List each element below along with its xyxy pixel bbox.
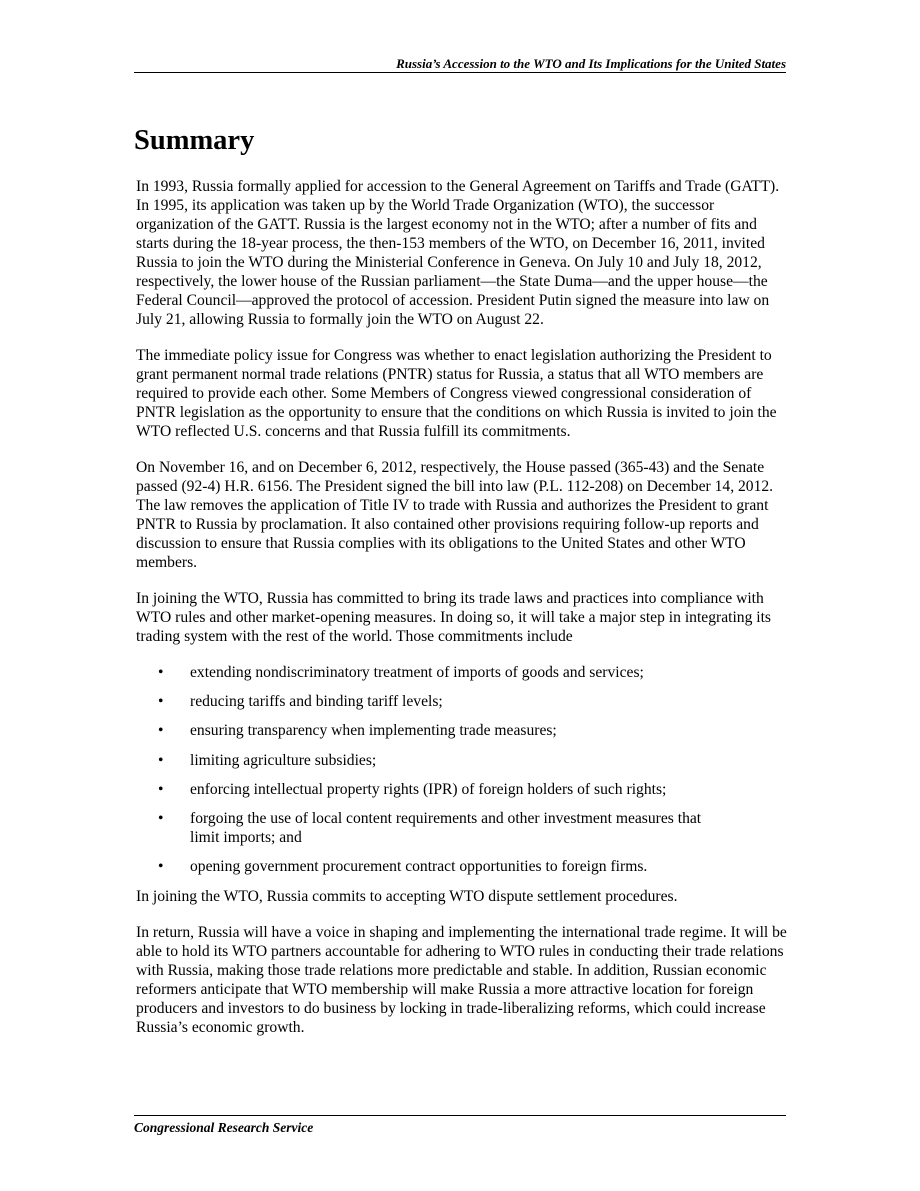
header-divider [134, 72, 786, 73]
list-item-text: reducing tariffs and binding tariff levels; [190, 693, 443, 711]
bullet-icon: • [158, 858, 164, 876]
section-title: Summary [134, 125, 255, 156]
list-item [136, 663, 788, 682]
bullet-icon: • [158, 693, 164, 711]
paragraph-benefits: In return, Russia will have a voice in shaping and implementing the international trade regime. It will be able to hold its WTO partners accountable for adhering to WTO rules in conducting their trade relations with Russia, making those trade relations more predictable and stable. In addition, Russian economic reformers anticipate that WTO membership will make Russia a more attractive location for foreign producers and investors to do business by locking in trade-liberalizing reforms, which could increase Russia’s economic growth. [136, 924, 787, 1037]
list-item-text: forgoing the use of local content requirements and other investment measures that limit imports; and [190, 809, 702, 846]
paragraph-dispute-settlement: In joining the WTO, Russia commits to accepting WTO dispute settlement procedures. [136, 888, 678, 906]
list-item [136, 809, 788, 847]
bullet-icon: • [158, 809, 164, 827]
list-item-text: opening government procurement contract opportunities to foreign firms. [190, 858, 648, 876]
paragraph-legislation: On November 16, and on December 6, 2012, respectively, the House passed (365-43) and the Senate passed (92-4) H.R. 6156. The President signed the bill into law (P.L. 112-208) on December 14, 2012. The law removes the application of Title IV to trade with Russia and authorizes the President to grant PNTR to Russia by proclamation. It also contained other provisions requiring follow-up reports and discussion to ensure that Russia complies with its obligations to the United States and other WTO members. [136, 459, 774, 571]
bullet-icon: • [158, 722, 164, 740]
running-footer: Congressional Research Service [134, 1120, 314, 1135]
list-item [136, 721, 788, 740]
list-item-text: enforcing intellectual property rights (IPR) of foreign holders of such rights; [190, 780, 667, 798]
paragraph-policy-issue: The immediate policy issue for Congress was whether to enact legislation authorizing the President to grant permanent normal trade relations (PNTR) status for Russia, a status that all WTO members are required to provide each other. Some Members of Congress viewed congressional consideration of PNTR legislation as the opportunity to ensure that the conditions on which Russia is invited to join the WTO reflected U.S. concerns and that Russia fulfill its commitments. [136, 347, 777, 440]
body-text [136, 177, 788, 1054]
list-item-text: extending nondiscriminatory treatment of imports of goods and services; [190, 664, 644, 681]
footer-divider [134, 1115, 786, 1116]
list-item [136, 780, 788, 799]
running-header: Russia’s Accession to the WTO and Its Implications for the United States [396, 56, 786, 71]
list-item [136, 751, 788, 770]
list-item-text: ensuring transparency when implementing trade measures; [190, 722, 557, 740]
paragraph-application-history: In 1993, Russia formally applied for accession to the General Agreement on Tariffs and Trade (GATT). In 1995, its application was taken up by the World Trade Organization (WTO), the successor organization of the GATT. Russia is the largest economy not in the WTO; after a number of fits and starts during the 18-year process, the then-153 members of the WTO, on December 16, 2011, invited Russia to join the WTO during the Ministerial Conference in Geneva. On July 10 and July 18, 2012, respectively, the lower house of the Russian parliament—the State Duma—and the upper house—the Federal Council—approved the protocol of accession. President Putin signed the measure into law on July 21, allowing Russia to formally join the WTO on August 22. [136, 178, 780, 328]
bullet-icon: • [158, 780, 164, 798]
commitments-list [136, 663, 788, 876]
list-item [136, 857, 788, 876]
list-item-text: limiting agriculture subsidies; [190, 751, 377, 769]
bullet-icon: • [158, 751, 164, 769]
paragraph-commitments-intro: In joining the WTO, Russia has committed to bring its trade laws and practices into compliance with WTO rules and other market-opening measures. In doing so, it will take a major step in integrating its trading system with the rest of the world. Those commitments include [136, 590, 772, 645]
list-item [136, 692, 788, 711]
bullet-icon: • [158, 664, 164, 681]
